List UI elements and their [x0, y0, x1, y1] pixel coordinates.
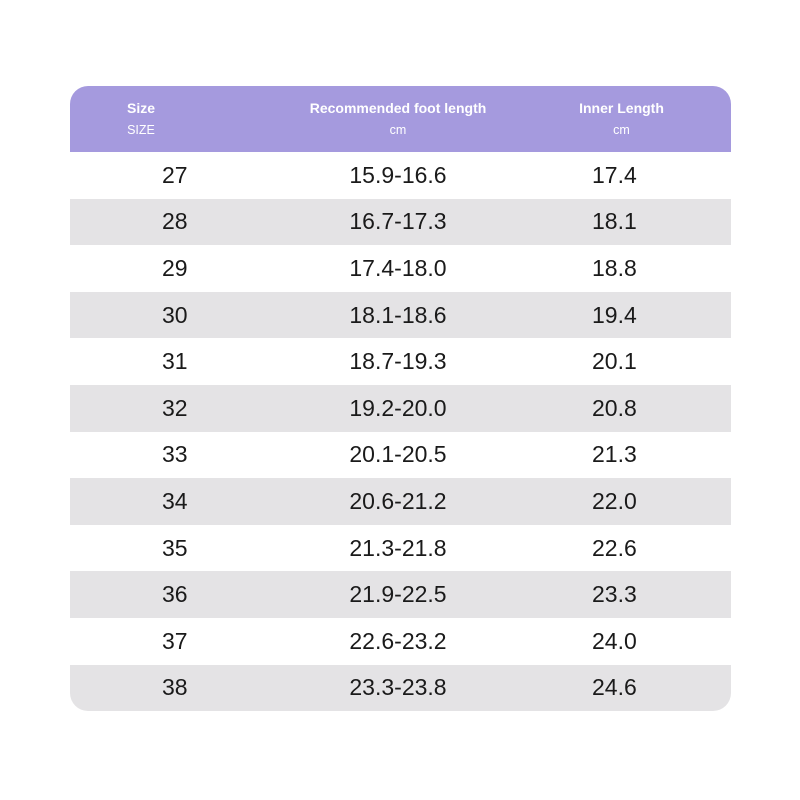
cell-size: 33	[162, 441, 188, 468]
cell-inner-length: 22.0	[592, 487, 637, 514]
cell-foot-length: 23.3-23.8	[349, 674, 447, 701]
table-row	[70, 245, 731, 292]
cell-size: 29	[162, 254, 188, 281]
table-body	[70, 152, 731, 711]
cell-size: 35	[162, 534, 188, 561]
size-chart-table	[70, 86, 731, 711]
header-foot-length	[282, 97, 514, 141]
cell-inner-length: 18.8	[592, 254, 637, 281]
cell-foot-length: 21.9-22.5	[349, 581, 447, 608]
table-row	[70, 152, 731, 199]
cell-inner-length: 18.1	[592, 208, 637, 235]
header-size-sub: SIZE	[127, 123, 155, 137]
cell-size: 28	[162, 208, 188, 235]
cell-foot-length: 15.9-16.6	[349, 161, 447, 188]
cell-inner-length: 24.6	[592, 674, 637, 701]
table-row	[70, 338, 731, 385]
cell-inner-length: 19.4	[592, 301, 637, 328]
cell-foot-length: 20.1-20.5	[349, 441, 447, 468]
table-row	[70, 199, 731, 246]
cell-inner-length: 20.8	[592, 394, 637, 421]
cell-foot-length: 18.1-18.6	[349, 301, 447, 328]
cell-foot-length: 22.6-23.2	[349, 627, 447, 654]
header-inner-length-label: Inner Length	[579, 100, 664, 116]
table-row	[70, 571, 731, 618]
cell-size: 36	[162, 581, 188, 608]
cell-size: 30	[162, 301, 188, 328]
cell-inner-length: 23.3	[592, 581, 637, 608]
cell-size: 37	[162, 627, 188, 654]
table-row	[70, 525, 731, 572]
table-row	[70, 618, 731, 665]
header-foot-length-label: Recommended foot length	[309, 100, 487, 116]
cell-inner-length: 21.3	[592, 441, 637, 468]
table-row	[70, 478, 731, 525]
cell-size: 34	[162, 487, 188, 514]
table-row	[70, 432, 731, 479]
cell-foot-length: 19.2-20.0	[349, 394, 447, 421]
cell-foot-length: 18.7-19.3	[349, 348, 447, 375]
cell-size: 32	[162, 394, 188, 421]
cell-inner-length: 22.6	[592, 534, 637, 561]
table-row	[70, 385, 731, 432]
cell-foot-length: 20.6-21.2	[349, 487, 447, 514]
cell-foot-length: 21.3-21.8	[349, 534, 447, 561]
cell-size: 31	[162, 348, 188, 375]
table-header	[70, 86, 731, 152]
table-row	[70, 292, 731, 339]
cell-foot-length: 17.4-18.0	[349, 254, 447, 281]
header-size-label: Size	[126, 100, 155, 116]
cell-size: 38	[162, 674, 188, 701]
table-row	[70, 665, 731, 712]
cell-size: 27	[162, 161, 188, 188]
cell-inner-length: 17.4	[592, 161, 637, 188]
header-inner-length-unit: cm	[613, 123, 630, 137]
cell-inner-length: 24.0	[592, 627, 637, 654]
cell-inner-length: 20.1	[592, 348, 637, 375]
header-size	[70, 97, 247, 141]
header-foot-length-unit: cm	[389, 123, 407, 137]
header-inner-length	[513, 97, 730, 141]
cell-foot-length: 16.7-17.3	[349, 208, 447, 235]
